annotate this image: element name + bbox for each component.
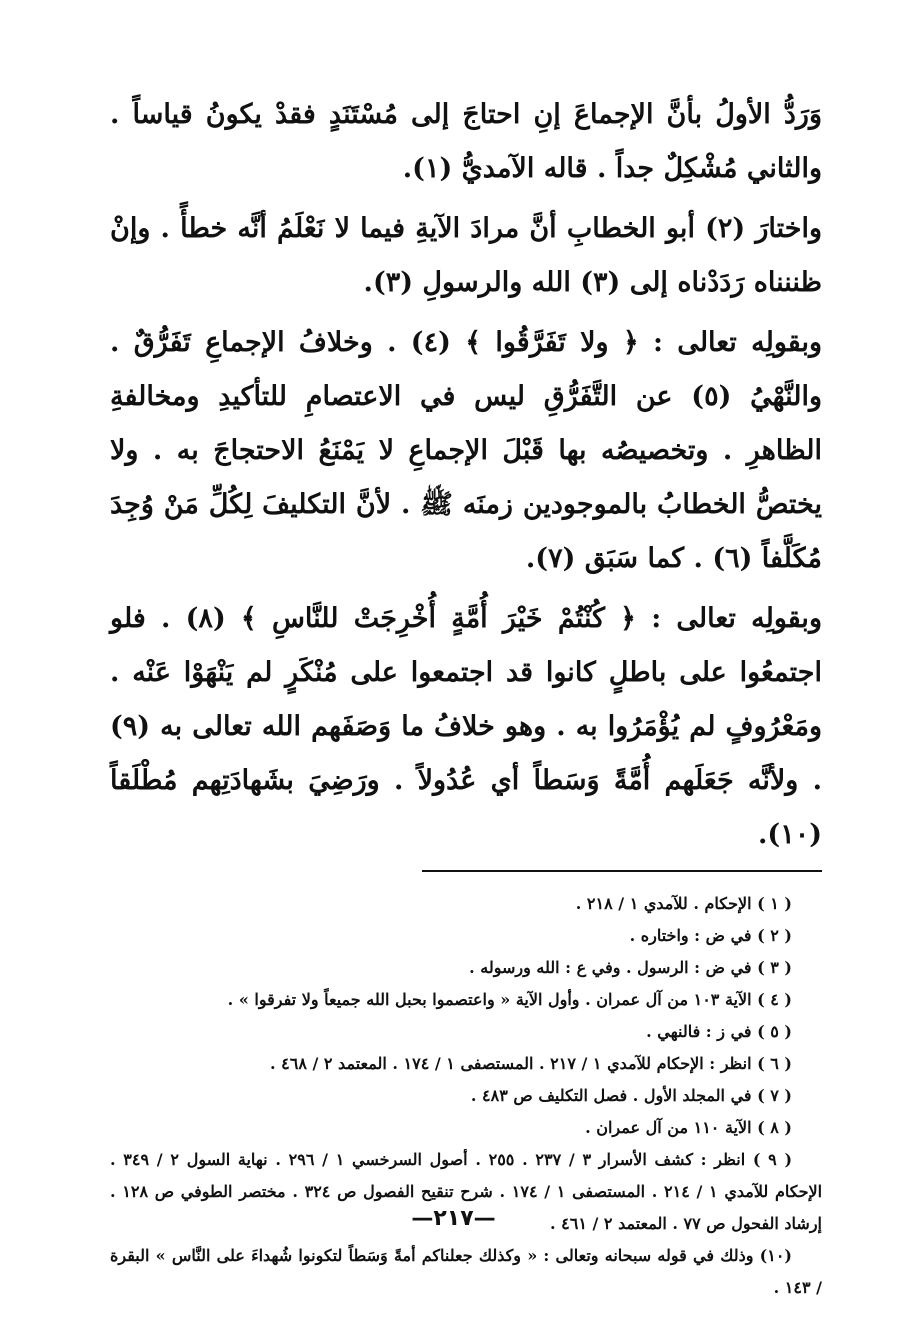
footnote-1: ( ١ ) الإحكام . للآمدي ١ / ٢١٨ . [575, 894, 792, 913]
footnote-3: ( ٣ ) في ض : الرسول . وفي ع : الله ورسوله . [469, 958, 792, 977]
footnote-10: (١٠) وذلك في قوله سبحانه وتعالى : « وكذلك جعلناكم أمةً وَسَطاً لتكونوا شُهداءَ على النَّاس » البقرة / ١٤٣ . [110, 1246, 822, 1297]
footnote-8: ( ٨ ) الآية ١١٠ من آل عمران . [585, 1118, 792, 1137]
footnote-7: ( ٧ ) في المجلد الأول . فصل التكليف ص ٤٨٣ . [470, 1086, 792, 1105]
footnote-2: ( ٢ ) في ض : واختاره . [629, 926, 792, 945]
body-paragraph-4: وبقولِه تعالى : ﴿ كُنْتُمْ خَيْرَ أُمَّةٍ أُخْرِجَتْ للنَّاسِ ﴾ (٨) . فلو اجتمعُوا على باطلٍ كانوا قد اجتمعوا على مُنْكَرٍ لم يَنْهَوْا عَنْه . ومَعْرُوفٍ لم يُؤْمَرُوا به . وهو خلافُ ما وَصَفَهم الله تعالى به (٩) . ولأنَّه جَعَلَهم أُمَّةً وَسَطاً أي عُدُولاً . ورَضِيَ بشَهادَتِهم مُطْلَقاً (١٠). [110, 603, 822, 850]
body-paragraph-3: وبقولِه تعالى : ﴿ ولا تَفَرَّقُوا ﴾ (٤) . وخلافُ الإجماعِ تَفَرُّقٌ . والنَّهْيُ (٥) عن التَّفَرُّقِ ليس في الاعتصامِ للتأكيدِ ومخالفةِ الظاهرِ . وتخصيصُه بها قَبْلَ الإجماعِ لا يَمْنَعُ الاحتجاجَ به . ولا يختصُّ الخطابُ بالموجودين زمنَه ﷺ . لأنَّ التكليفَ لِكُلِّ مَنْ وُجِدَ مُكَلَّفاً (٦) . كما سَبَق (٧). [110, 327, 822, 574]
footnotes-list [110, 888, 822, 1304]
footnote-divider [422, 870, 822, 872]
body-paragraph-2: واختارَ (٢) أبو الخطابِ أنَّ مرادَ الآيةِ فيما لا نَعْلَمُ أنَّه خطأً . وإنْ ظننناه رَدَدْناه إلى (٣) الله والرسولِ (٣). [110, 213, 822, 298]
footnote-6: ( ٦ ) انظر : الإحكام للآمدي ١ / ٢١٧ . المستصفى ١ / ١٧٤ . المعتمد ٢ / ٤٦٨ . [269, 1054, 792, 1073]
page-content [110, 88, 822, 1304]
footnote-9: ( ٩ ) انظر : كشف الأسرار ٣ / ٢٣٧ . ٢٥٥ . أصول السرخسي ١ / ٢٩٦ . نهاية السول ٢ / ٣٤٩ . الإحكام للآمدي ١ / ٢١٤ . المستصفى ١ / ١٧٤ . شرح تنقيح الفصول ص ٣٢٤ . مختصر الطوفي ص ١٢٨ . إرشاد الفحول ص ٧٧ . المعتمد ٢ / ٤٦١ . [110, 1150, 823, 1233]
footnote-4: ( ٤ ) الآية ١٠٣ من آل عمران . وأول الآية « واعتصموا بحبل الله جميعاً ولا تفرقوا » . [227, 990, 792, 1009]
footnote-5: ( ٥ ) في ز : فالنهي . [646, 1022, 792, 1041]
page-number: —٢١٧— [411, 1206, 496, 1231]
body-paragraph-1: وَرَدُّ الأولُ بأنَّ الإجماعَ إنِ احتاجَ إلى مُسْتَنَدٍ فقدْ يكونُ قياساً . والثاني مُشْكِلٌ جداً . قاله الآمديُّ (١). [110, 99, 822, 184]
